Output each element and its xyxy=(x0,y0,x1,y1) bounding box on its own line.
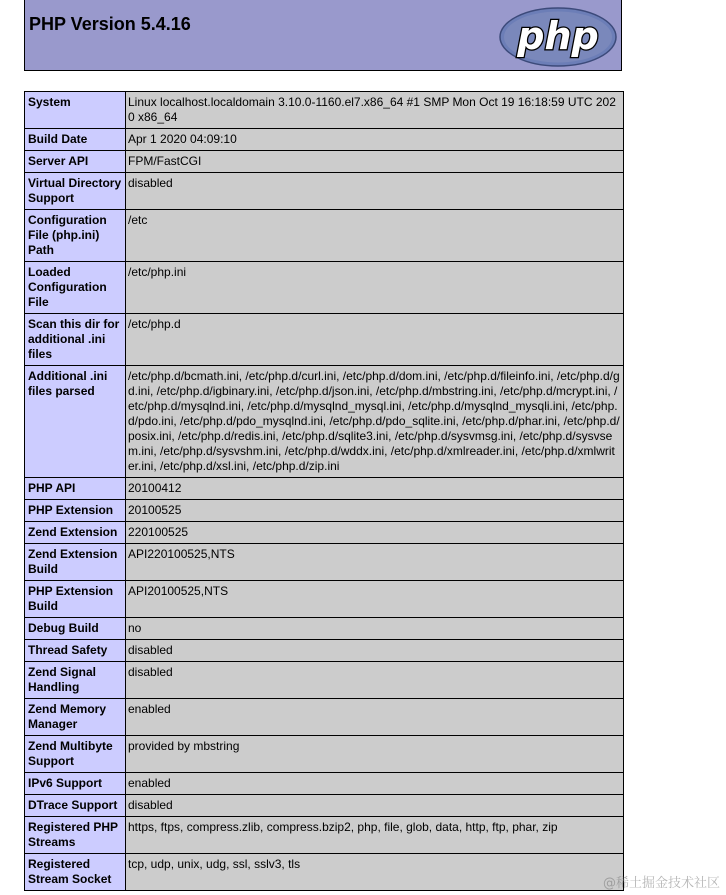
row-key: Zend Memory Manager xyxy=(25,699,126,736)
table-row xyxy=(25,662,624,699)
row-key: Configuration File (php.ini) Path xyxy=(25,210,126,262)
table-row xyxy=(25,581,624,618)
table-row xyxy=(25,544,624,581)
row-value: Apr 1 2020 04:09:10 xyxy=(126,129,624,151)
row-value: API20100525,NTS xyxy=(126,581,624,618)
table-row xyxy=(25,478,624,500)
row-key: PHP Extension xyxy=(25,500,126,522)
row-value: tcp, udp, unix, udg, ssl, sslv3, tls xyxy=(126,854,624,891)
row-value: disabled xyxy=(126,173,624,210)
row-value: no xyxy=(126,618,624,640)
row-value: 20100525 xyxy=(126,500,624,522)
table-row xyxy=(25,736,624,773)
row-value: 20100412 xyxy=(126,478,624,500)
row-key: Debug Build xyxy=(25,618,126,640)
row-value: disabled xyxy=(126,795,624,817)
row-key: System xyxy=(25,92,126,129)
table-row xyxy=(25,773,624,795)
row-value: 220100525 xyxy=(126,522,624,544)
row-value: /etc xyxy=(126,210,624,262)
row-key: Build Date xyxy=(25,129,126,151)
row-key: Additional .ini files parsed xyxy=(25,366,126,478)
row-key: Zend Extension xyxy=(25,522,126,544)
table-row xyxy=(25,366,624,478)
row-key: Thread Safety xyxy=(25,640,126,662)
row-value: disabled xyxy=(126,662,624,699)
table-row xyxy=(25,92,624,129)
php-logo-text: php xyxy=(517,14,599,58)
php-info-table xyxy=(24,91,624,891)
row-value: FPM/FastCGI xyxy=(126,151,624,173)
table-row xyxy=(25,795,624,817)
table-row xyxy=(25,262,624,314)
table-row xyxy=(25,500,624,522)
page-title: PHP Version 5.4.16 xyxy=(29,14,191,34)
row-value: enabled xyxy=(126,699,624,736)
row-key: Zend Extension Build xyxy=(25,544,126,581)
table-row xyxy=(25,151,624,173)
row-key: Virtual Directory Support xyxy=(25,173,126,210)
row-value: disabled xyxy=(126,640,624,662)
table-row xyxy=(25,210,624,262)
table-row xyxy=(25,522,624,544)
table-row xyxy=(25,129,624,151)
row-key: PHP API xyxy=(25,478,126,500)
row-value: https, ftps, compress.zlib, compress.bzip2, php, file, glob, data, http, ftp, phar, zip xyxy=(126,817,624,854)
row-key: DTrace Support xyxy=(25,795,126,817)
row-value: /etc/php.d xyxy=(126,314,624,366)
row-key: Registered PHP Streams xyxy=(25,817,126,854)
row-key: Registered Stream Socket xyxy=(25,854,126,891)
table-row xyxy=(25,173,624,210)
table-row xyxy=(25,699,624,736)
row-key: Zend Multibyte Support xyxy=(25,736,126,773)
row-key: Scan this dir for additional .ini files xyxy=(25,314,126,366)
row-value: /etc/php.d/bcmath.ini, /etc/php.d/curl.ini, /etc/php.d/dom.ini, /etc/php.d/fileinfo.ini, /etc/php.d/gd.ini, /etc/php.d/igbinary.ini, /etc/php.d/json.ini, /etc/php.d/mbstring.ini, /etc/php.d/mcrypt.ini, /etc/php.d/mysqlnd.ini, /etc/php.d/mysqlnd_mysql.ini, /etc/php.d/mysqlnd_mysqli.ini, /etc/php.d/pdo.ini, /etc/php.d/pdo_mysqlnd.ini, /etc/php.d/pdo_sqlite.ini, /etc/php.d/phar.ini, /etc/php.d/posix.ini, /etc/php.d/redis.ini, /etc/php.d/sqlite3.ini, /etc/php.d/sysvmsg.ini, /etc/php.d/sysvsem.ini, /etc/php.d/sysvshm.ini, /etc/php.d/wddx.ini, /etc/php.d/xmlreader.ini, /etc/php.d/xmlwriter.ini, /etc/php.d/xsl.ini, /etc/php.d/zip.ini xyxy=(126,366,624,478)
row-value: API220100525,NTS xyxy=(126,544,624,581)
table-row xyxy=(25,618,624,640)
table-row xyxy=(25,817,624,854)
row-key: Zend Signal Handling xyxy=(25,662,126,699)
row-key: Loaded Configuration File xyxy=(25,262,126,314)
row-key: IPv6 Support xyxy=(25,773,126,795)
row-value: Linux localhost.localdomain 3.10.0-1160.el7.x86_64 #1 SMP Mon Oct 19 16:18:59 UTC 2020 x86_64 xyxy=(126,92,624,129)
row-key: Server API xyxy=(25,151,126,173)
table-row xyxy=(25,640,624,662)
php-info-header xyxy=(24,0,622,71)
table-row xyxy=(25,314,624,366)
row-value: /etc/php.ini xyxy=(126,262,624,314)
php-logo-icon xyxy=(498,6,618,68)
watermark: @稀土掘金技术社区 xyxy=(602,876,720,891)
row-key: PHP Extension Build xyxy=(25,581,126,618)
row-value: provided by mbstring xyxy=(126,736,624,773)
table-row xyxy=(25,854,624,891)
row-value: enabled xyxy=(126,773,624,795)
